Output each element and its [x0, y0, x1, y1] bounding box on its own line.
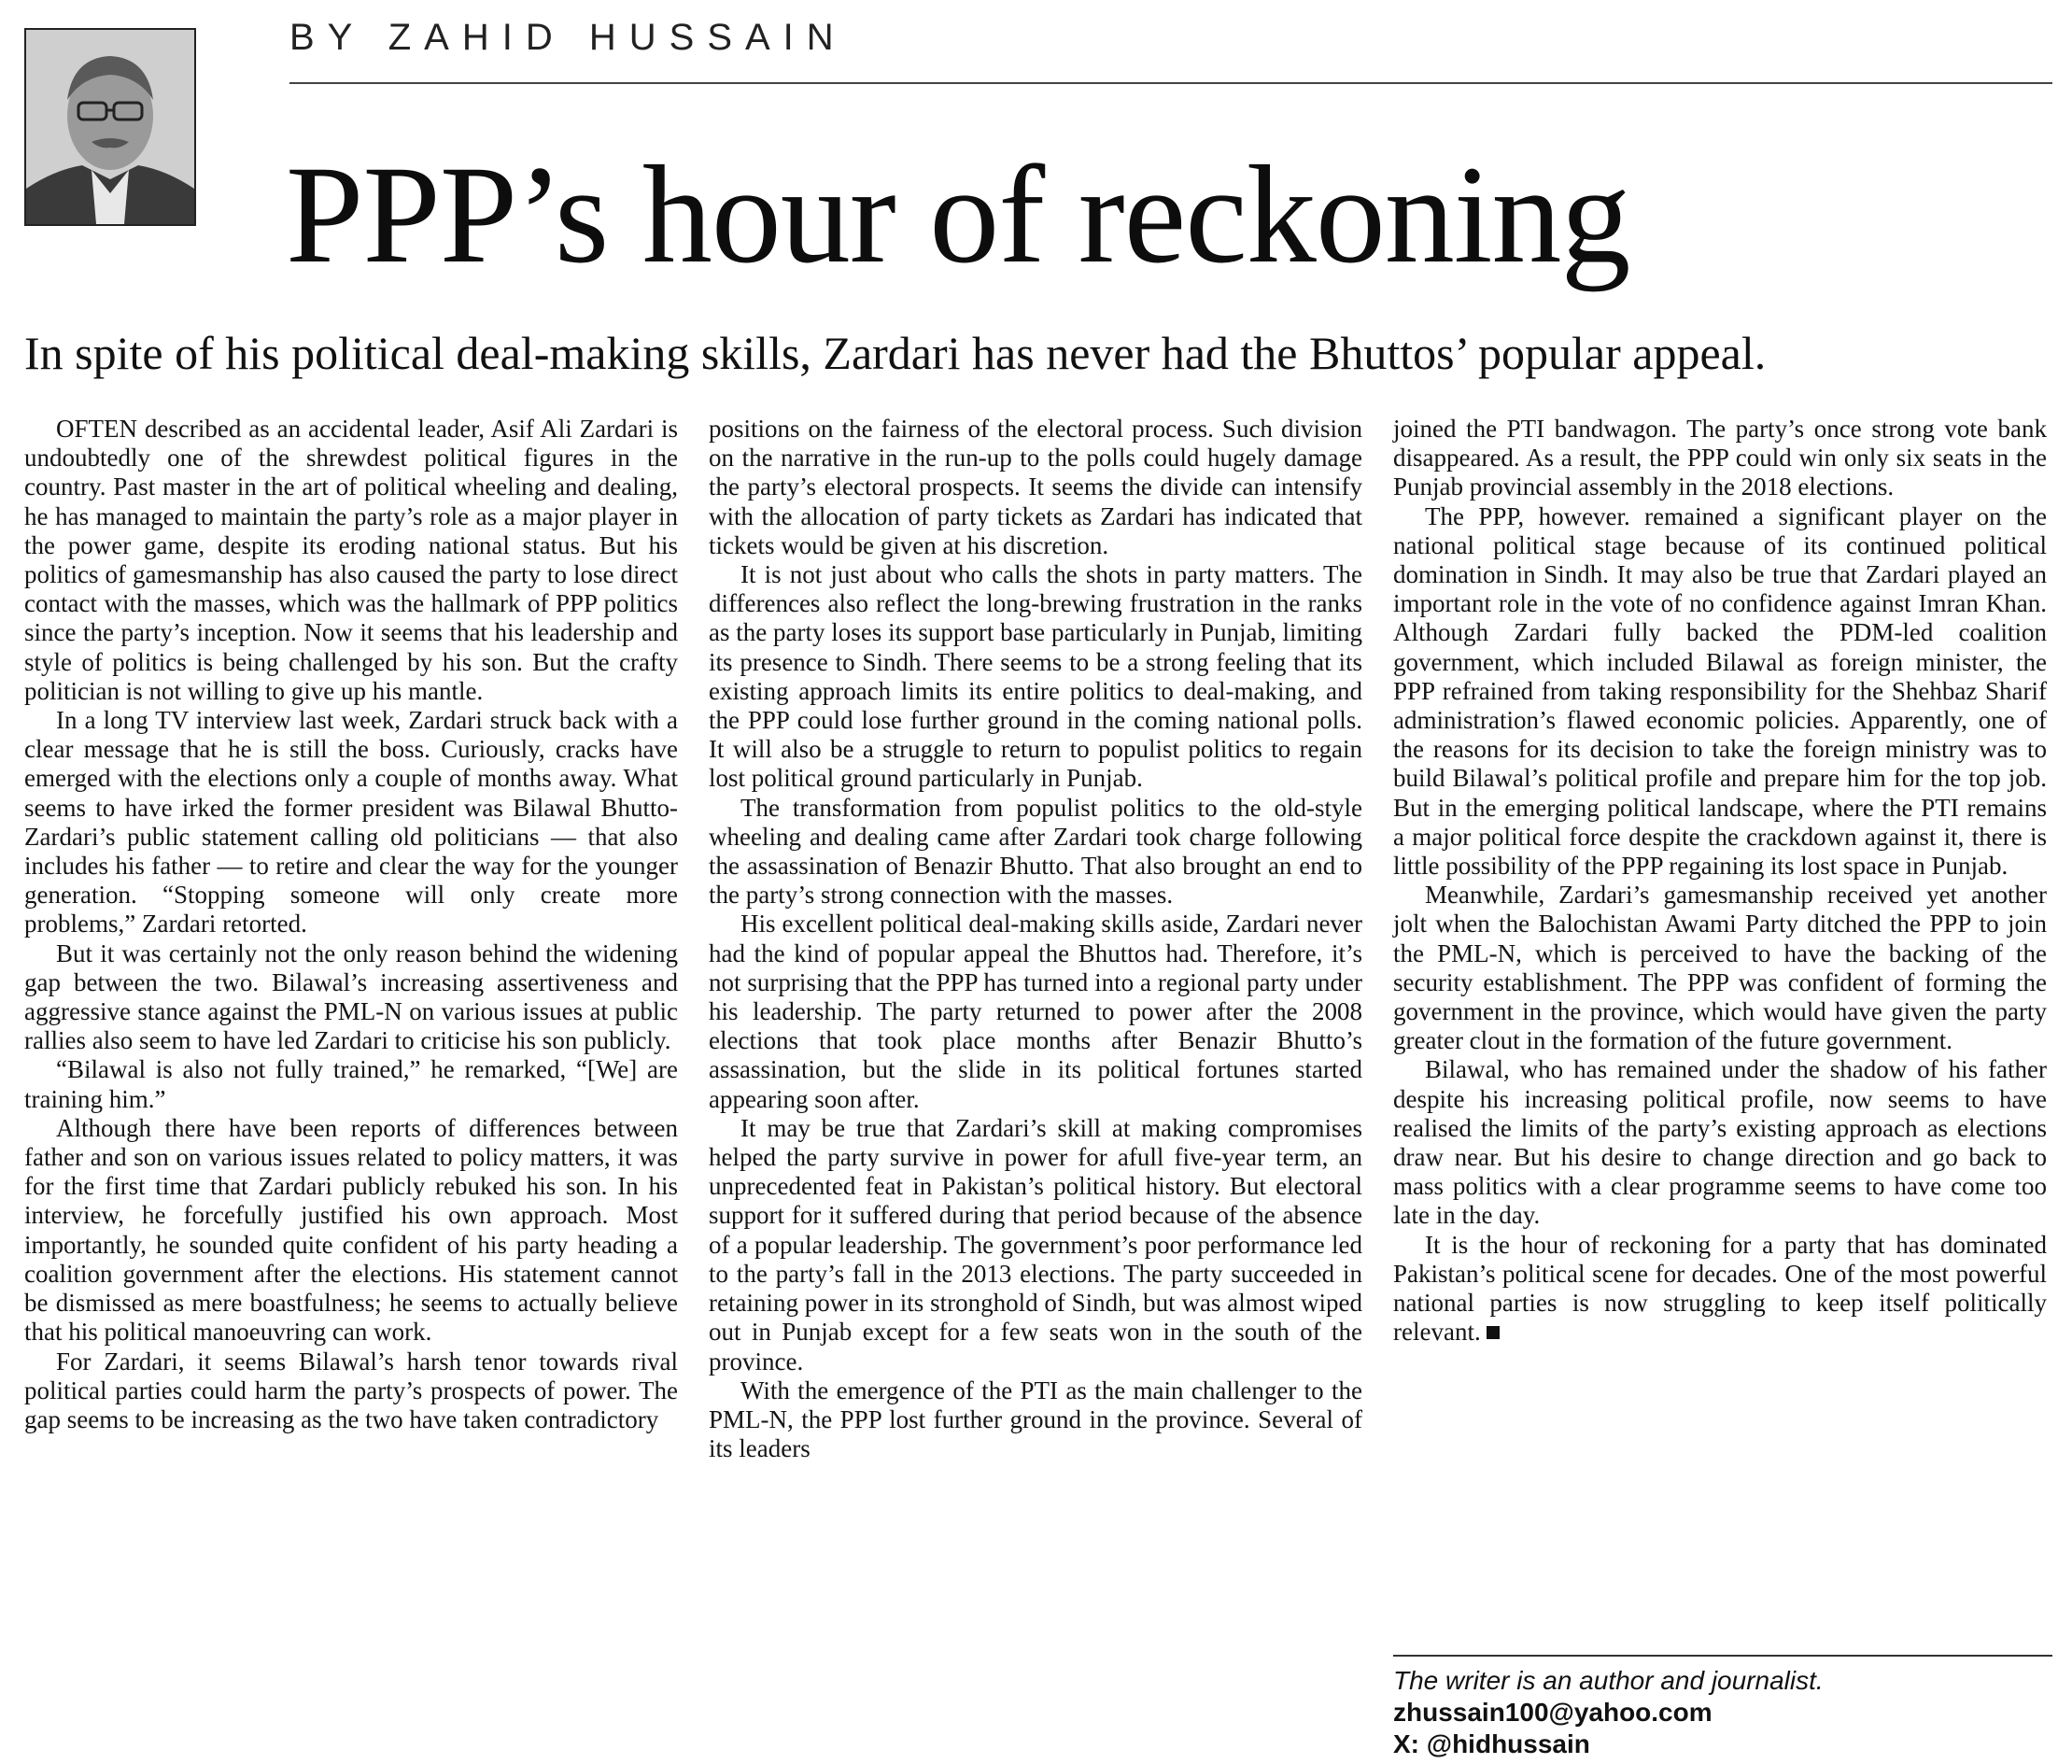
paragraph: Although there have been reports of differences between father and son on various issues related to policy matters, it was for the first time that Zardari publicly rebuked his son. In his interview, he forcefully justified his own approach. Most importantly, he sounded quite confident of his party heading a coalition government after the elections. His statement cannot be dismissed as mere boastfulness; he seems to actually believe that his political manoeuvring can work.: [24, 1113, 678, 1347]
paragraph: Meanwhile, Zardari’s gamesmanship received yet another jolt when the Balochistan Awami Party ditched the PPP to join the PML-N, which is perceived to have the backing of the security establishment. The PPP was confident of forming the government in the province, which would have given the party greater clout in the formation of the future government.: [1393, 881, 2047, 1055]
author-portrait-image: [26, 30, 194, 224]
paragraph: For Zardari, it seems Bilawal’s harsh tenor towards rival political parties could harm the party’s prospects of power. The gap seems to be increasing as the two have taken contradictory: [24, 1347, 678, 1433]
subheadline: In spite of his political deal-making skills, Zardari has never had the Bhuttos’ popular appeal.: [24, 327, 1767, 379]
paragraph: It is not just about who calls the shots in party matters. The differences also reflect the long-brewing frustration in the ranks as the party loses its support base particularly in Punjab, limiting its presence to Sindh. There seems to be a strong feeling that its existing approach limits its entire politics to deal-making, and the PPP could lose further ground in the coming national polls. It will also be a struggle to return to populist politics to regain lost political ground particularly in Punjab.: [709, 560, 1362, 793]
byline: BY ZAHID HUSSAIN: [289, 17, 847, 58]
paragraph: “Bilawal is also not fully trained,” he remarked, “[We] are training him.”: [24, 1055, 678, 1113]
paragraph: OFTEN described as an accidental leader, Asif Ali Zardari is undoubtedly one of the shrewdest political figures in the country. Past master in the art of political wheeling and dealing, he has managed to maintain the party’s role as a major player in the power game, despite its eroding national status. But his politics of gamesmanship has also caused the party to lose direct contact with the masses, which was the hallmark of PPP politics since the party’s inception. Now it seems that his leadership and style of politics is being challenged by his son. But the crafty politician is not willing to give up his mantle.: [24, 415, 678, 705]
paragraph: His excellent political deal-making skills aside, Zardari never had the kind of popular appeal the Bhuttos had. Therefore, it’s not surprising that the PPP has turned into a regional party under his leadership. The party returned to power after the 2008 elections that took place months after Benazir Bhutto’s assassination, but the slide in its political fortunes started appearing soon after.: [709, 910, 1362, 1113]
paragraph: Bilawal, who has remained under the shadow of his father despite his increasing political profile, now seems to have realised the limits of the party’s existing approach as elections draw near. But his desire to change direction and go back to mass politics with a clear programme seems to have come too late in the day.: [1393, 1055, 2047, 1230]
paragraph: The transformation from populist politics to the old-style wheeling and dealing came after Zardari took charge following the assassination of Benazir Bhutto. That also brought an end to the party’s strong connection with the masses.: [709, 793, 1362, 910]
author-x-handle[interactable]: X: @hidhussain: [1393, 1729, 1590, 1758]
paragraph: The PPP, however. remained a significant player on the national political stage because of its continued political domination in Sindh. It may also be true that Zardari played an important role in the vote of no confidence against Imran Khan. Although Zardari fully backed the PDM-led coalition government, which included Bilawal as foreign minister, the PPP refrained from taking responsibility for the Shehbaz Sharif administration’s flawed economic policies. Apparently, one of the reasons for its decision to take the foreign ministry was to build Bilawal’s political profile and prepare him for the top job. But in the emerging political landscape, where the PTI remains a major political force despite the crackdown against it, there is little possibility of the PPP regaining its lost space in Punjab.: [1393, 501, 2047, 881]
byline-divider: [289, 82, 2052, 84]
author-email[interactable]: zhussain100@yahoo.com: [1393, 1698, 1713, 1727]
author-bio: The writer is an author and journalist.: [1393, 1666, 1824, 1695]
paragraph: In a long TV interview last week, Zardari struck back with a clear message that he is still the boss. Curiously, cracks have emerged with the elections only a couple of months away. What seems to have irked the former president was Bilawal Bhutto-Zardari’s public statement calling old politicians — that also includes his father — to retire and clear the way for the younger generation. “Stopping someone will only create more problems,” Zardari retorted.: [24, 706, 678, 938]
article-column-1: [24, 415, 678, 1434]
paragraph: joined the PTI bandwagon. The party’s once strong vote bank disappeared. As a result, the PPP could win only six seats in the Punjab provincial assembly in the 2018 elections.: [1393, 415, 2047, 501]
end-of-article-mark: [1487, 1326, 1500, 1339]
author-note-divider: [1393, 1655, 2052, 1657]
paragraph: It may be true that Zardari’s skill at making compromises helped the party survive in power for afull five-year term, an unprecedented feat in Pakistan’s political history. But electoral support for it suffered during that period because of the absence of a popular leadership. The government’s poor performance led to the party’s fall in the 2013 elections. The party succeeded in retaining power in its stronghold of Sindh, but was almost wiped out in Punjab except for a few seats won in the south of the province.: [709, 1113, 1362, 1376]
paragraph: positions on the fairness of the electoral process. Such division on the narrative in the run-up to the polls could hugely damage the party’s electoral prospects. It seems the divide can intensify with the allocation of party tickets as Zardari has indicated that tickets would be given at his discretion.: [709, 415, 1362, 559]
article-column-2: [709, 415, 1362, 1463]
article-column-3: [1393, 415, 2047, 1348]
paragraph: It is the hour of reckoning for a party that has dominated Pakistan’s political scene for decades. One of the most powerful national parties is now struggling to keep itself politically relevant.: [1393, 1230, 2047, 1347]
paragraph: With the emergence of the PTI as the main challenger to the PML-N, the PPP lost further ground in the province. Several of its leaders: [709, 1376, 1362, 1463]
paragraph: But it was certainly not the only reason behind the widening gap between the two. Bilawal’s increasing assertiveness and aggressive stance against the PML-N on various issues at public rallies also seem to have led Zardari to criticise his son publicly.: [24, 938, 678, 1055]
headline: PPP’s hour of reckoning: [286, 137, 1630, 292]
author-photo: [24, 28, 196, 226]
